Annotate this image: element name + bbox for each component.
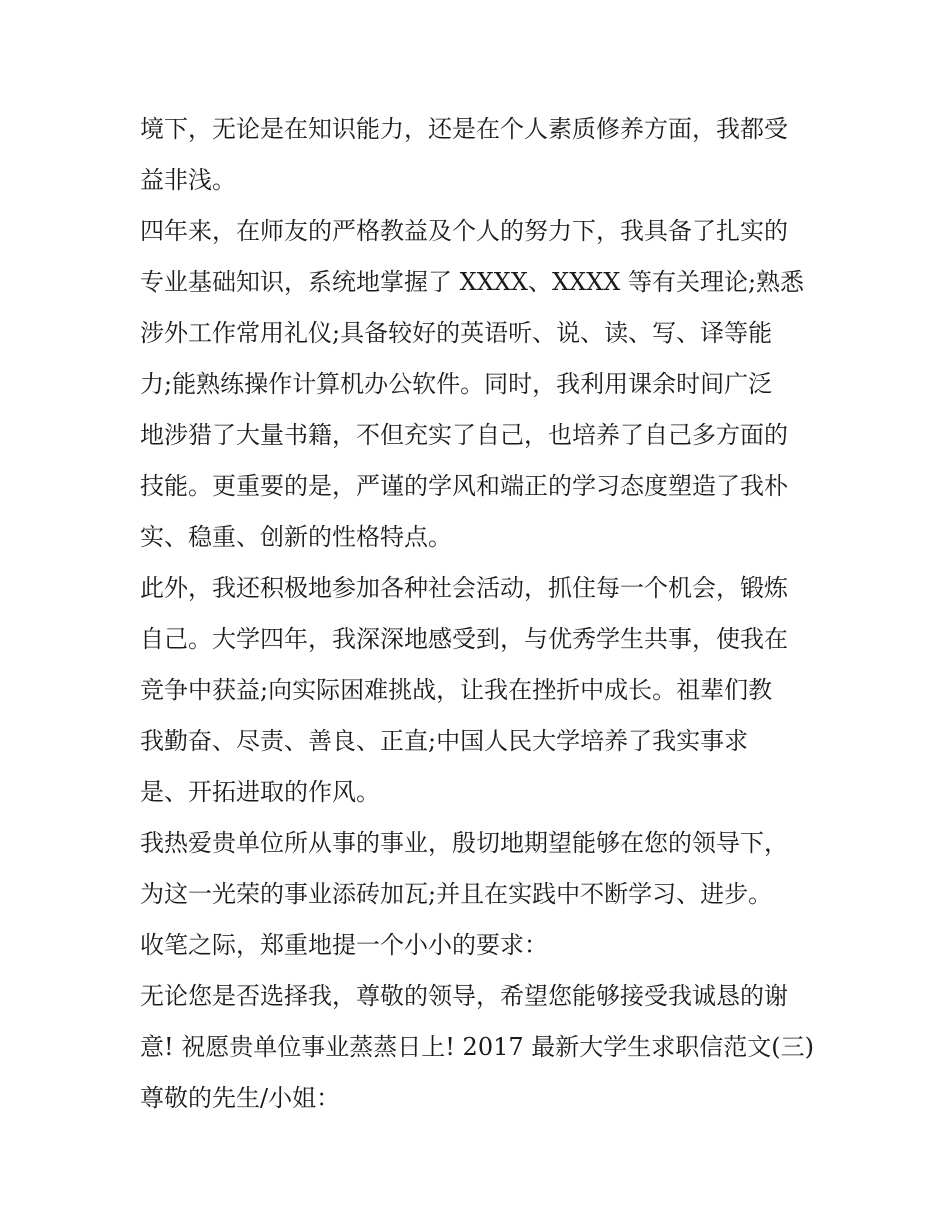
text-line: 收笔之际，郑重地提一个小小的要求： <box>140 931 548 959</box>
text-line: 四年来，在师友的严格教益及个人的努力下，我具备了扎实的 <box>140 217 788 245</box>
text-line: 尊敬的先生/小姐： <box>140 1084 341 1112</box>
text-line: 专业基础知识，系统地掌握了 XXXX、XXXX 等有关理论;熟悉 <box>140 268 805 296</box>
text-line: 技能。更重要的是，严谨的学风和端正的学习态度塑造了我朴 <box>140 472 788 500</box>
text-line: 竞争中获益;向实际困难挑战，让我在挫折中成长。祖辈们教 <box>140 676 773 704</box>
text-line: 益非浅。 <box>140 166 236 194</box>
text-line: 地涉猎了大量书籍，不但充实了自己，也培养了自己多方面的 <box>140 421 788 449</box>
text-line: 实、稳重、创新的性格特点。 <box>140 523 452 551</box>
text-line: 为这一光荣的事业添砖加瓦;并且在实践中不断学习、进步。 <box>140 880 773 908</box>
text-line: 是、开拓进取的作风。 <box>140 778 380 806</box>
text-line: 此外，我还积极地参加各种社会活动，抓住每一个机会，锻炼 <box>140 574 788 602</box>
text-line: 无论您是否选择我，尊敬的领导，希望您能够接受我诚恳的谢 <box>140 982 788 1010</box>
text-line: 意! 祝愿贵单位事业蒸蒸日上! 2017 最新大学生求职信范文(三) <box>140 1033 814 1061</box>
text-line: 涉外工作常用礼仪;具备较好的英语听、说、读、写、译等能 <box>140 319 773 347</box>
text-line: 自己。大学四年，我深深地感受到，与优秀学生共事，使我在 <box>140 625 788 653</box>
letter-body <box>140 104 820 1124</box>
text-line: 力;能熟练操作计算机办公软件。同时，我利用课余时间广泛 <box>140 370 773 398</box>
text-line: 我热爱贵单位所从事的事业，殷切地期望能够在您的领导下， <box>140 829 788 857</box>
text-line: 境下，无论是在知识能力，还是在个人素质修养方面，我都受 <box>140 115 788 143</box>
text-line: 我勤奋、尽责、善良、正直;中国人民大学培养了我实事求 <box>140 727 749 755</box>
